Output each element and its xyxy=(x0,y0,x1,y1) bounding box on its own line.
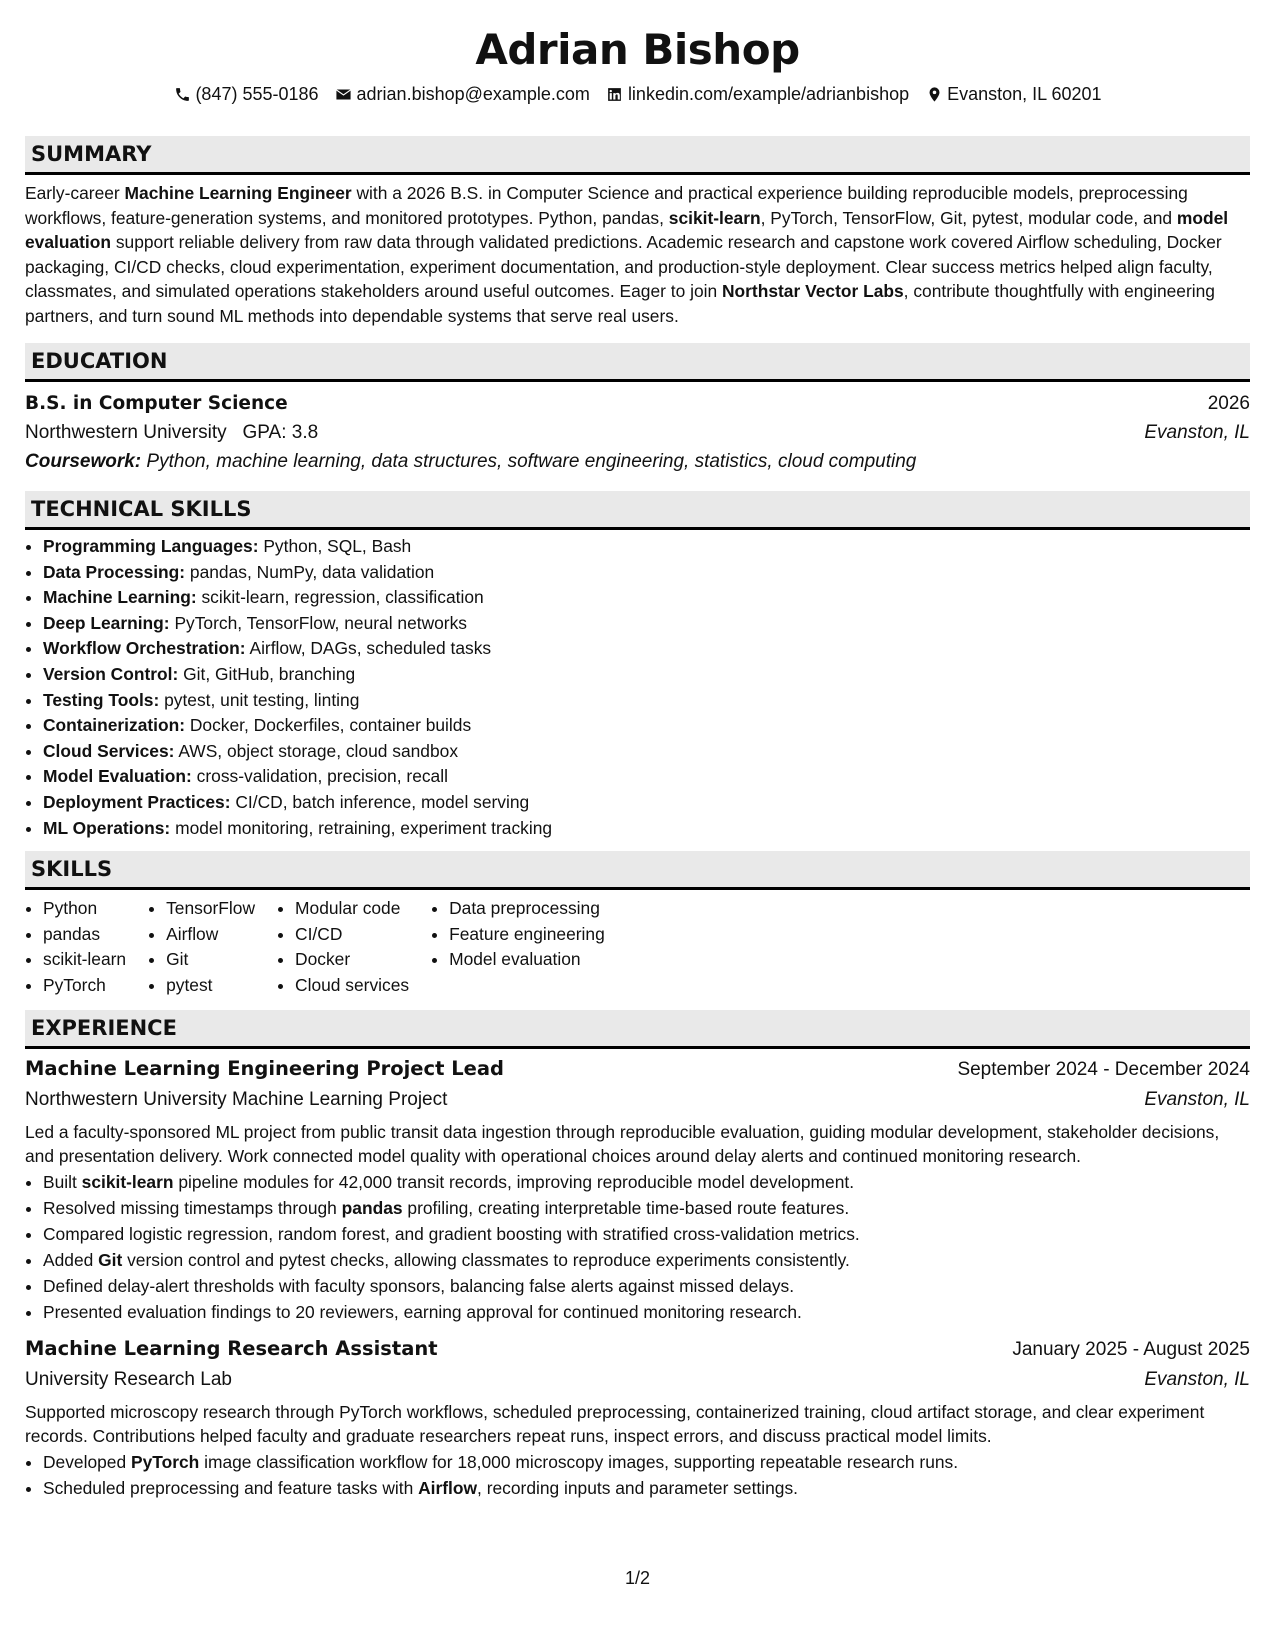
skill-item: • pytest xyxy=(166,973,255,999)
school-name: Northwestern University xyxy=(25,422,227,443)
graduation-year: 2026 xyxy=(1207,393,1250,414)
skill-category: Workflow Orchestration: xyxy=(43,638,246,659)
bold-text: scikit-learn xyxy=(668,207,761,228)
job-location: Evanston, IL xyxy=(1144,1368,1250,1390)
technical-skills-list xyxy=(25,534,1250,841)
contact-email[interactable] xyxy=(335,82,590,106)
text-run: Early-career xyxy=(25,183,125,203)
skills-column xyxy=(25,896,126,998)
text-run: with a 2026 B.S. in Computer Science and practical experience building reproducible models, preprocessing workflows, feature-generation systems, and monitored prototypes. Python, pandas, xyxy=(25,183,1188,228)
text-run: Added xyxy=(43,1249,99,1270)
technical-skill-item xyxy=(43,688,1250,714)
job-org-row xyxy=(25,1084,1250,1116)
contact-phone xyxy=(173,82,318,106)
job-bullet xyxy=(43,1195,1250,1221)
job-header-row xyxy=(25,1055,1250,1084)
phone-text: (847) 555-0186 xyxy=(195,84,319,104)
skill-values: Git, GitHub, branching xyxy=(183,663,356,684)
skill-values: cross-validation, precision, recall xyxy=(196,766,448,787)
skill-values: Airflow, DAGs, scheduled tasks xyxy=(249,638,492,659)
bold-text: PyTorch xyxy=(130,1451,200,1472)
job-bullet xyxy=(43,1449,1250,1475)
email-link[interactable]: adrian.bishop@example.com xyxy=(356,84,590,104)
skill-category: Deployment Practices: xyxy=(43,791,231,812)
skill-item: • Git xyxy=(166,947,255,973)
skill-values: AWS, object storage, cloud sandbox xyxy=(178,740,459,761)
job-bullet xyxy=(43,1475,1250,1501)
skill-item: • CI/CD xyxy=(295,922,409,948)
linkedin-link[interactable]: linkedin.com/example/adrianbishop xyxy=(627,84,910,104)
technical-skills-heading: TECHNICAL SKILLS xyxy=(25,491,1250,530)
coursework-list: Python, machine learning, data structures, software engineering, statistics, cloud computing xyxy=(146,451,917,472)
skill-values: scikit-learn, regression, classification xyxy=(201,587,484,608)
skills-grid xyxy=(25,896,1250,998)
school-location: Evanston, IL xyxy=(1144,422,1250,443)
technical-skill-item xyxy=(43,534,1250,560)
skill-item: • Feature engineering xyxy=(449,922,605,948)
contact-bar xyxy=(25,82,1250,106)
skill-values: CI/CD, batch inference, model serving xyxy=(235,791,530,812)
skill-values: pytest, unit testing, linting xyxy=(164,689,360,710)
skill-category: Deep Learning: xyxy=(43,612,170,633)
bold-text: scikit-learn xyxy=(81,1171,174,1192)
skill-values: PyTorch, TensorFlow, neural networks xyxy=(174,612,467,633)
job-title: Machine Learning Engineering Project Lead xyxy=(25,1056,504,1080)
job-bullet xyxy=(43,1273,1250,1299)
job-organization: University Research Lab xyxy=(25,1368,232,1390)
education-heading: EDUCATION xyxy=(25,343,1250,382)
job-dates: September 2024 - December 2024 xyxy=(957,1058,1250,1080)
text-run: , PyTorch, TensorFlow, Git, pytest, modular code, and xyxy=(760,207,1177,228)
coursework-line xyxy=(25,447,1250,476)
skill-category: Containerization: xyxy=(43,715,186,736)
skill-category: Version Control: xyxy=(43,663,179,684)
job-organization: Northwestern University Machine Learning Project xyxy=(25,1088,448,1110)
job-bullets xyxy=(25,1449,1250,1501)
text-run: Compared logistic regression, random forest, and gradient boosting with stratified cross-validation metrics. xyxy=(43,1223,860,1244)
technical-skill-item xyxy=(43,636,1250,662)
text-run: Built xyxy=(43,1171,82,1192)
location-text: Evanston, IL 60201 xyxy=(947,84,1102,104)
skills-column xyxy=(148,896,255,998)
technical-skill-item xyxy=(43,764,1250,790)
job-summary: Supported microscopy research through PyTorch workflows, scheduled preprocessing, containerized training, cloud artifact storage, and clear experiment records. Contributions helped faculty and graduate researchers repeat runs, inspect errors, and discuss practical model limits. xyxy=(25,1401,1205,1446)
bold-text: model evaluation xyxy=(25,207,1229,252)
skill-category: ML Operations: xyxy=(43,817,171,838)
education-row-2 xyxy=(25,418,1250,447)
education-row-1 xyxy=(25,390,1250,418)
skill-item: • Python xyxy=(43,896,126,922)
skill-category: Programming Languages: xyxy=(43,536,259,556)
skill-item: • Modular code xyxy=(295,896,409,922)
job-bullet xyxy=(43,1221,1250,1247)
text-run: , contribute thoughtfully with engineering partners, and turn sound ML methods into dependable systems that serve real users. xyxy=(25,281,1215,326)
bold-text: Airflow xyxy=(418,1477,478,1498)
bold-text: Machine Learning Engineer xyxy=(124,183,352,203)
summary-paragraph xyxy=(25,181,1250,328)
contact-location xyxy=(925,82,1101,106)
skill-item: • Data preprocessing xyxy=(449,896,605,922)
skill-item: • Cloud services xyxy=(295,973,409,999)
text-run: version control and pytest checks, allowing classmates to reproduce experiments consistently. xyxy=(122,1249,850,1270)
candidate-name: Adrian Bishop xyxy=(475,25,800,74)
text-run: , recording inputs and parameter settings. xyxy=(477,1477,798,1498)
skill-values: Python, SQL, Bash xyxy=(263,536,412,556)
skill-category: Machine Learning: xyxy=(43,587,197,608)
text-run: profiling, creating interpretable time-based route features. xyxy=(402,1197,850,1218)
job-entry xyxy=(25,1335,1250,1501)
skill-item: • PyTorch xyxy=(43,973,126,999)
text-run: support reliable delivery from raw data through validated predictions. Academic research and capstone work covered Airflow scheduling, Docker packaging, CI/CD checks, cloud experimentation, experiment documentation, and production-style deployment. Clear success metrics helped align faculty, classmates, and simulated operations stakeholders around useful outcomes. Eager to join xyxy=(25,232,1222,301)
text-run: Defined delay-alert thresholds with faculty sponsors, balancing false alerts against missed delays. xyxy=(43,1275,795,1296)
gpa: GPA: 3.8 xyxy=(242,422,319,443)
map-pin-icon xyxy=(925,85,943,103)
degree: B.S. in Computer Science xyxy=(25,393,288,414)
skill-item: • pandas xyxy=(43,922,126,948)
linkedin-icon xyxy=(606,85,624,103)
skill-item: • Model evaluation xyxy=(449,947,605,973)
technical-skill-item xyxy=(43,560,1250,586)
technical-skill-item xyxy=(43,611,1250,637)
skill-item: • TensorFlow xyxy=(166,896,255,922)
job-summary: Led a faculty-sponsored ML project from public transit data ingestion through reproducible evaluation, guiding modular development, stakeholder decisions, and presentation delivery. Work connected model quality with operational choices around delay alerts and continued monitoring research. xyxy=(25,1121,1220,1166)
experience-heading: EXPERIENCE xyxy=(25,1010,1250,1049)
technical-skill-item xyxy=(43,790,1250,816)
job-location: Evanston, IL xyxy=(1144,1088,1250,1110)
summary-heading: SUMMARY xyxy=(25,136,1250,175)
page-number: 1/2 xyxy=(624,1568,651,1588)
skills-heading: SKILLS xyxy=(25,851,1250,890)
job-dates: January 2025 - August 2025 xyxy=(1012,1338,1250,1360)
job-bullet xyxy=(43,1299,1250,1325)
technical-skill-item xyxy=(43,662,1250,688)
technical-skill-item xyxy=(43,816,1250,842)
bold-text: Git xyxy=(98,1249,123,1270)
skill-item: • scikit-learn xyxy=(43,947,126,973)
skill-category: Testing Tools: xyxy=(43,689,160,710)
school-line xyxy=(25,418,318,447)
text-run: Presented evaluation findings to 20 reviewers, earning approval for continued monitoring research. xyxy=(43,1301,802,1322)
technical-skill-item xyxy=(43,713,1250,739)
text-run: Developed xyxy=(43,1451,131,1472)
experience-list xyxy=(25,1055,1250,1501)
bold-text: pandas xyxy=(341,1197,403,1218)
text-run: Resolved missing timestamps through xyxy=(43,1197,342,1218)
contact-linkedin[interactable] xyxy=(606,82,909,106)
job-bullets xyxy=(25,1169,1250,1325)
job-bullet xyxy=(43,1169,1250,1195)
job-entry xyxy=(25,1055,1250,1325)
job-bullet xyxy=(43,1247,1250,1273)
skills-column xyxy=(431,896,605,998)
skill-category: Model Evaluation: xyxy=(43,766,192,787)
technical-skill-item xyxy=(43,585,1250,611)
skills-column xyxy=(277,896,409,998)
skill-values: Docker, Dockerfiles, container builds xyxy=(189,715,472,736)
text-run: pipeline modules for 42,000 transit records, improving reproducible model development. xyxy=(173,1171,855,1192)
envelope-icon xyxy=(335,85,353,103)
resume-page xyxy=(25,0,1250,1501)
technical-skill-item xyxy=(43,739,1250,765)
job-org-row xyxy=(25,1364,1250,1396)
skill-item: • Docker xyxy=(295,947,409,973)
text-run: image classification workflow for 18,000 microscopy images, supporting repeatable research runs. xyxy=(199,1451,959,1472)
bold-text: Northstar Vector Labs xyxy=(721,281,904,301)
skill-category: Cloud Services: xyxy=(43,740,175,761)
skill-values: pandas, NumPy, data validation xyxy=(189,561,435,582)
skill-item: • Airflow xyxy=(166,922,255,948)
coursework-label: Coursework: xyxy=(25,451,142,472)
job-header-row xyxy=(25,1335,1250,1364)
skill-category: Data Processing: xyxy=(43,561,186,582)
skill-values: model monitoring, retraining, experiment tracking xyxy=(175,817,553,838)
text-run: Scheduled preprocessing and feature tasks with xyxy=(43,1477,419,1498)
job-title: Machine Learning Research Assistant xyxy=(25,1336,438,1360)
phone-icon xyxy=(173,85,191,103)
